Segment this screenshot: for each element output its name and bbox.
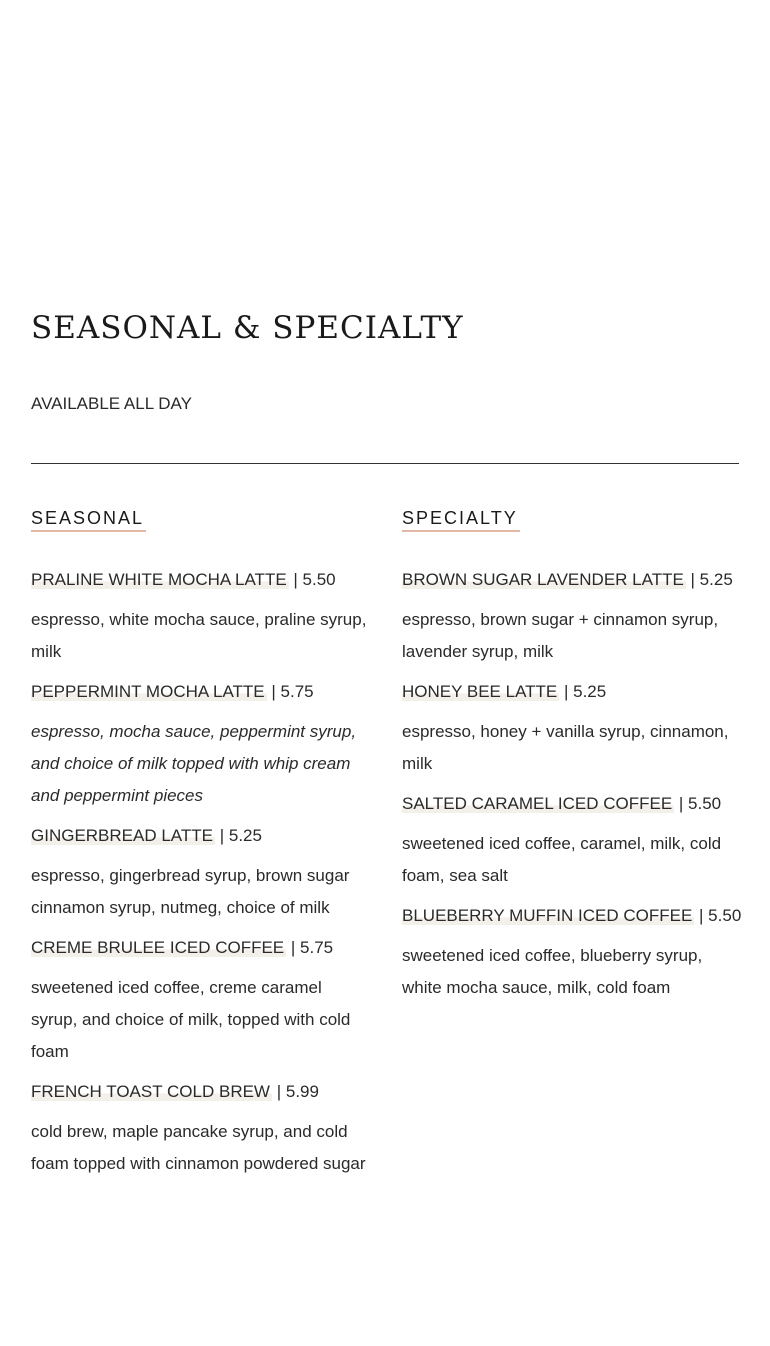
menu-item-name: PEPPERMINT MOCHA LATTE <box>31 682 265 701</box>
menu-item-description: espresso, mocha sauce, peppermint syrup, and choice of milk topped with whip cream and peppermint pieces <box>31 722 357 805</box>
menu-item-description: espresso, gingerbread syrup, brown sugar cinnamon syrup, nutmeg, choice of milk <box>31 866 350 917</box>
menu-item <box>402 568 742 668</box>
specialty-column <box>402 508 742 1016</box>
menu-item <box>31 568 371 668</box>
menu-item-name: BLUEBERRY MUFFIN ICED COFFEE <box>402 906 693 925</box>
menu-item-title <box>402 792 742 816</box>
menu-item-description: sweetened iced coffee, creme caramel syrup, and choice of milk, topped with cold foam <box>31 978 351 1061</box>
menu-item <box>402 792 742 892</box>
menu-item-description: sweetened iced coffee, blueberry syrup, white mocha sauce, milk, cold foam <box>402 946 703 997</box>
menu-item-price: | 5.50 <box>293 570 336 589</box>
specialty-heading: SPECIALTY <box>402 508 520 532</box>
menu-item-title <box>31 680 371 704</box>
availability-text: AVAILABLE ALL DAY <box>31 394 192 413</box>
menu-item-name: HONEY BEE LATTE <box>402 682 558 701</box>
menu-item <box>31 1080 371 1180</box>
seasonal-heading: SEASONAL <box>31 508 146 532</box>
menu-item-name: CREME BRULEE ICED COFFEE <box>31 938 285 957</box>
page-title: SEASONAL & SPECIALTY <box>31 310 464 346</box>
menu-item-title <box>402 680 742 704</box>
menu-item-description: espresso, white mocha sauce, praline syrup, milk <box>31 610 367 661</box>
menu-item-description: espresso, brown sugar + cinnamon syrup, lavender syrup, milk <box>402 610 719 661</box>
seasonal-column <box>31 508 371 1192</box>
menu-item-title <box>402 904 742 928</box>
menu-item-price: | 5.25 <box>219 826 262 845</box>
menu-item-title <box>31 568 371 592</box>
menu-item-description: cold brew, maple pancake syrup, and cold foam topped with cinnamon powdered sugar <box>31 1122 366 1173</box>
menu-item <box>402 680 742 780</box>
menu-item-title <box>31 824 371 848</box>
menu-item-price: | 5.50 <box>699 906 742 925</box>
menu-item <box>31 936 371 1068</box>
menu-item <box>402 904 742 1004</box>
menu-item-description: sweetened iced coffee, caramel, milk, cold foam, sea salt <box>402 834 722 885</box>
menu-item-price: | 5.75 <box>290 938 334 957</box>
menu-item-title <box>31 1080 371 1104</box>
menu-item-price: | 5.25 <box>690 570 733 589</box>
menu-item-name: GINGERBREAD LATTE <box>31 826 213 845</box>
menu-item-price: | 5.75 <box>271 682 314 701</box>
menu-item-title <box>402 568 742 592</box>
menu-item <box>31 680 371 812</box>
menu-item-title <box>31 936 371 960</box>
menu-item <box>31 824 371 924</box>
menu-item-name: BROWN SUGAR LAVENDER LATTE <box>402 570 684 589</box>
menu-item-name: PRALINE WHITE MOCHA LATTE <box>31 570 287 589</box>
menu-item-price: | 5.99 <box>276 1082 319 1101</box>
section-divider <box>31 463 739 464</box>
menu-item-name: FRENCH TOAST COLD BREW <box>31 1082 270 1101</box>
menu-item-price: | 5.50 <box>678 794 722 813</box>
menu-item-description: espresso, honey + vanilla syrup, cinnamon, milk <box>402 722 729 773</box>
menu-item-price: | 5.25 <box>563 682 607 701</box>
menu-item-name: SALTED CARAMEL ICED COFFEE <box>402 794 673 813</box>
